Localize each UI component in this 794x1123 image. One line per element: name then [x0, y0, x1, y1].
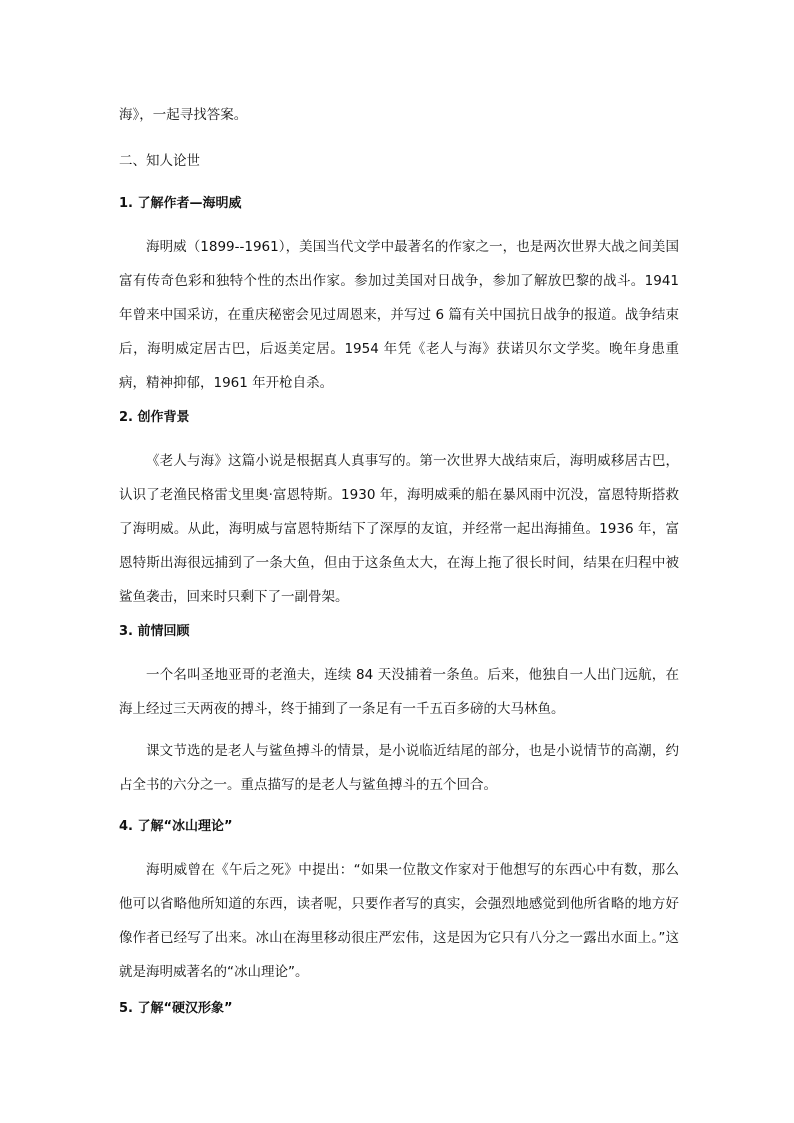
subheading-background: 2. 创作背景: [119, 410, 190, 425]
paragraph-continuation: 海》，一起寻找答案。: [119, 107, 248, 123]
section-heading-zhirenlunshi: 二、知人论世: [119, 153, 200, 169]
paragraph-recap: 一个名叫圣地亚哥的老渔夫，连续 84 天没捕着一条鱼。后来，他独自一人出门远航，在海上经过三天两夜的搏斗，终于捕到了一条足有一千五百多磅的大马林鱼。: [119, 667, 679, 717]
subheading-tough-guy: 5. 了解“硬汉形象”: [119, 1001, 233, 1016]
paragraph-iceberg-theory: 海明威曾在《午后之死》中提出：“如果一位散文作家对于他想写的东西心中有数，那么他可以省略他所知道的东西，读者呢，只要作者写的真实，会强烈地感觉到他所省略的地方好像作者已经写了出来。冰山在海里移动很庄严宏伟，这是因为它只有八分之一露出水面上。”这就是海明威著名的“冰山理论”。: [119, 862, 679, 980]
subheading-iceberg-theory: 4. 了解“冰山理论”: [119, 819, 233, 834]
paragraph-excerpt: 课文节选的是老人与鲨鱼搏斗的情景，是小说临近结尾的部分，也是小说情节的高潮，约占全书的六分之一。重点描写的是老人与鲨鱼搏斗的五个回合。: [119, 743, 679, 793]
paragraph-author-bio: 海明威（1899--1961），美国当代文学中最著名的作家之一，也是两次世界大战之间美国富有传奇色彩和独特个性的杰出作家。参加过美国对日战争，参加了解放巴黎的战斗。1941年曾来中国采访，在重庆秘密会见过周恩来，并写过 6 篇有关中国抗日战争的报道。战争结束后，海明威定居古巴，后返美定居。1954 年凭《老人与海》获诺贝尔文学奖。晚年身患重病，精神抑郁，1961 年开枪自杀。: [119, 239, 679, 391]
subheading-author: 1. 了解作者—海明威: [119, 196, 242, 211]
subheading-recap: 3. 前情回顾: [119, 624, 190, 639]
paragraph-background: 《老人与海》这篇小说是根据真人真事写的。第一次世界大战结束后，海明威移居古巴，认识了老渔民格雷戈里奥·富恩特斯。1930 年，海明威乘的船在暴风雨中沉没，富恩特斯搭救了海明威。从此，海明威与富恩特斯结下了深厚的友谊，并经常一起出海捕鱼。1936 年，富恩特斯出海很远捕到了一条大鱼，但由于这条鱼太大，在海上拖了很长时间，结果在归程中被鲨鱼袭击，回来时只剩下了一副骨架。: [119, 453, 679, 605]
